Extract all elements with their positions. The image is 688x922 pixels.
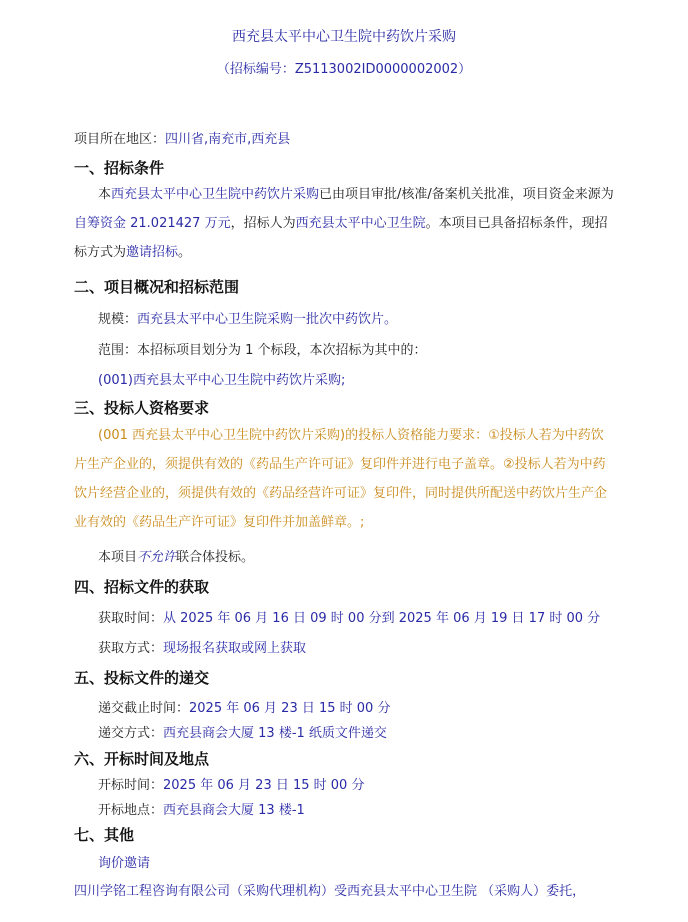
- deadline-label: 递交截止时间：: [98, 701, 190, 716]
- submit-way-value: 西充县商会大厦 13 楼-1 纸质文件递交: [163, 726, 387, 741]
- project-name: 西充县太平中心卫生院中药饮片采购: [111, 187, 320, 202]
- section-6-heading: 六、开标时间及地点: [74, 750, 210, 768]
- opening-time-line: [98, 774, 364, 793]
- location-value: 四川省,南充市,西充县: [165, 132, 291, 147]
- s1-text-1: 本: [98, 187, 112, 202]
- joint-emphasis: 不允许: [137, 550, 177, 565]
- agent-statement: 四川学铭工程咨询有限公司（采购代理机构）受西充县太平中心卫生院 （采购人）委托，: [74, 884, 586, 899]
- obtain-time-line: [98, 607, 600, 626]
- section-1-heading: 一、招标条件: [74, 159, 165, 177]
- lot-line: (001)西充县太平中心卫生院中药饮片采购;: [98, 373, 346, 388]
- tender-number: （招标编号：Z5113002ID0000002002）: [216, 62, 472, 77]
- joint-bid-line: [98, 546, 254, 565]
- section-2-heading: 二、项目概况和招标范围: [74, 278, 240, 296]
- s1-text-4: 。本项目已具备招标条件，现招标方式为: [74, 216, 608, 260]
- joint-text-2: 联合体投标。: [176, 550, 255, 565]
- range-line: 范围：本招标项目划分为 1 个标段，本次招标为其中的：: [98, 343, 427, 358]
- s1-text-2: 已由项目审批/核准/备案机关批准，项目资金来源为: [319, 187, 614, 202]
- section-5-heading: 五、投标文件的递交: [74, 669, 210, 687]
- submit-way-label: 递交方式：: [98, 726, 164, 741]
- location-label: 项目所在地区：: [74, 132, 166, 147]
- scale-line: [98, 308, 397, 327]
- obtain-time-value: 从 2025 年 06 月 16 日 09 时 00 分到 2025 年 06 月 19 日 17 时 00 分: [163, 611, 601, 626]
- deadline-line: [98, 697, 390, 716]
- obtain-way-line: [98, 637, 306, 656]
- project-location: [74, 128, 290, 147]
- scale-label: 规模：: [98, 312, 138, 327]
- tender-method: 邀请招标: [126, 245, 179, 260]
- opening-place-value: 西充县商会大厦 13 楼-1: [163, 803, 305, 818]
- section-1-paragraph: [74, 180, 614, 267]
- section-7-heading: 七、其他: [74, 826, 135, 844]
- invitation-label: 询价邀请: [98, 856, 151, 871]
- opening-place-label: 开标地点：: [98, 803, 164, 818]
- qualification-text: (001 西充县太平中心卫生院中药饮片采购)的投标人资格能力要求：①投标人若为中药饮片生产企业的，须提供有效的《药品生产许可证》复印件并进行电子盖章。②投标人若为中药饮片经营企业的，须提供有效的《药品经营许可证》复印件，同时提供所配送中药饮片生产企业有效的《药品生产许可证》复印件并加盖鲜章。;: [74, 428, 608, 530]
- qualification-paragraph: [74, 421, 614, 537]
- opening-time-value: 2025 年 06 月 23 日 15 时 00 分: [163, 778, 365, 793]
- submit-way-line: [98, 722, 387, 741]
- joint-text-1: 本项目: [98, 550, 138, 565]
- s1-text-5: 。: [178, 245, 192, 260]
- obtain-time-label: 获取时间：: [98, 611, 164, 626]
- fund-source: 自筹资金 21.021427 万元: [74, 216, 231, 231]
- obtain-way-value: 现场报名获取或网上获取: [163, 641, 307, 656]
- scale-value: 西充县太平中心卫生院采购一批次中药饮片。: [137, 312, 398, 327]
- opening-place-line: [98, 799, 305, 818]
- obtain-way-label: 获取方式：: [98, 641, 164, 656]
- section-3-heading: 三、投标人资格要求: [74, 399, 210, 417]
- deadline-value: 2025 年 06 月 23 日 15 时 00 分: [189, 701, 391, 716]
- s1-text-3: ，招标人为: [230, 216, 296, 231]
- tenderer: 西充县太平中心卫生院: [295, 216, 426, 231]
- opening-time-label: 开标时间：: [98, 778, 164, 793]
- page-title: 西充县太平中心卫生院中药饮片采购: [232, 29, 456, 45]
- section-4-heading: 四、招标文件的获取: [74, 578, 210, 596]
